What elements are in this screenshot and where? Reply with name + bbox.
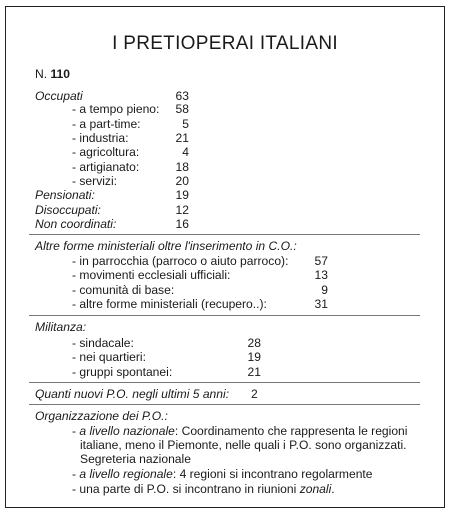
regionale-text: : 4 regioni si incontrano regolarmente	[172, 467, 373, 481]
list-item: - sindacale:	[72, 336, 134, 350]
status-label: Non coordinati:	[35, 217, 117, 231]
dash: -	[72, 467, 80, 481]
occupati-label: Occupati	[35, 89, 83, 103]
list-item-value: 13	[314, 268, 328, 282]
status-value: 12	[175, 203, 189, 217]
list-item-value: 5	[182, 117, 189, 131]
list-item-value: 20	[175, 174, 189, 188]
list-item: - a part-time:	[72, 117, 141, 131]
altre-forme-heading: Altre forme ministeriali oltre l'inserimento in C.O.:	[35, 239, 297, 253]
list-item: - gruppi spontanei:	[72, 365, 173, 379]
regionale-line	[72, 467, 373, 481]
nazionale-lead: a livello nazionale	[79, 424, 175, 438]
section-divider	[29, 234, 420, 235]
issue-number	[35, 67, 70, 81]
period: .	[331, 482, 335, 496]
page-title: I PRETIOPERAI ITALIANI	[112, 33, 338, 54]
list-item: - in parrocchia (parroco o aiuto parroco):	[72, 254, 289, 268]
nazionale-line	[72, 424, 407, 438]
issue-number-label: N.	[35, 67, 48, 81]
list-item: - servizi:	[72, 174, 118, 188]
list-item-value: 19	[247, 350, 261, 364]
status-value: 16	[175, 217, 189, 231]
occupati-value: 63	[175, 89, 189, 103]
list-item: - nei quartieri:	[72, 350, 146, 364]
zonali-word: zonali	[299, 482, 332, 496]
list-item-value: 21	[247, 365, 261, 379]
status-label: Disoccupati:	[35, 203, 101, 217]
list-item: - artigianato:	[72, 160, 140, 174]
zonali-line	[72, 482, 335, 496]
section-divider	[29, 315, 420, 316]
nazionale-text-3: Segreteria nazionale	[80, 452, 191, 466]
list-item: - industria:	[72, 131, 129, 145]
list-item: - a tempo pieno:	[72, 102, 160, 116]
list-item-value: 4	[182, 145, 189, 159]
list-item-value: 28	[247, 336, 261, 350]
nazionale-text-2: italiane, meno il Piemonte, nelle quali i P.O. sono organizzati.	[80, 438, 407, 452]
status-value: 19	[175, 188, 189, 202]
organizzazione-heading: Organizzazione dei P.O.:	[35, 409, 168, 423]
regionale-lead: a livello regionale	[79, 467, 173, 481]
section-divider	[29, 404, 420, 405]
status-label: Pensionati:	[35, 188, 95, 202]
list-item: - comunità di base:	[72, 283, 175, 297]
zonali-text: - una parte di P.O. si incontrano in riunioni	[72, 482, 297, 496]
list-item-value: 58	[175, 102, 189, 116]
list-item: - altre forme ministeriali (recupero..):	[72, 297, 267, 311]
list-item-value: 9	[321, 283, 328, 297]
militanza-heading: Militanza:	[35, 320, 87, 334]
dash: -	[72, 424, 80, 438]
list-item-value: 18	[175, 160, 189, 174]
nazionale-text: : Coordinamento che rappresenta le regioni	[174, 424, 408, 438]
list-item: - agricoltura:	[72, 145, 140, 159]
list-item: - movimenti ecclesiali ufficiali:	[72, 268, 231, 282]
nuovi-label: Quanti nuovi P.O. negli ultimi 5 anni:	[35, 387, 230, 401]
section-divider	[29, 382, 420, 383]
list-item-value: 57	[314, 254, 328, 268]
list-item-value: 31	[314, 297, 328, 311]
nuovi-value: 2	[251, 387, 258, 401]
issue-number-value: 110	[50, 67, 70, 81]
list-item-value: 21	[175, 131, 189, 145]
